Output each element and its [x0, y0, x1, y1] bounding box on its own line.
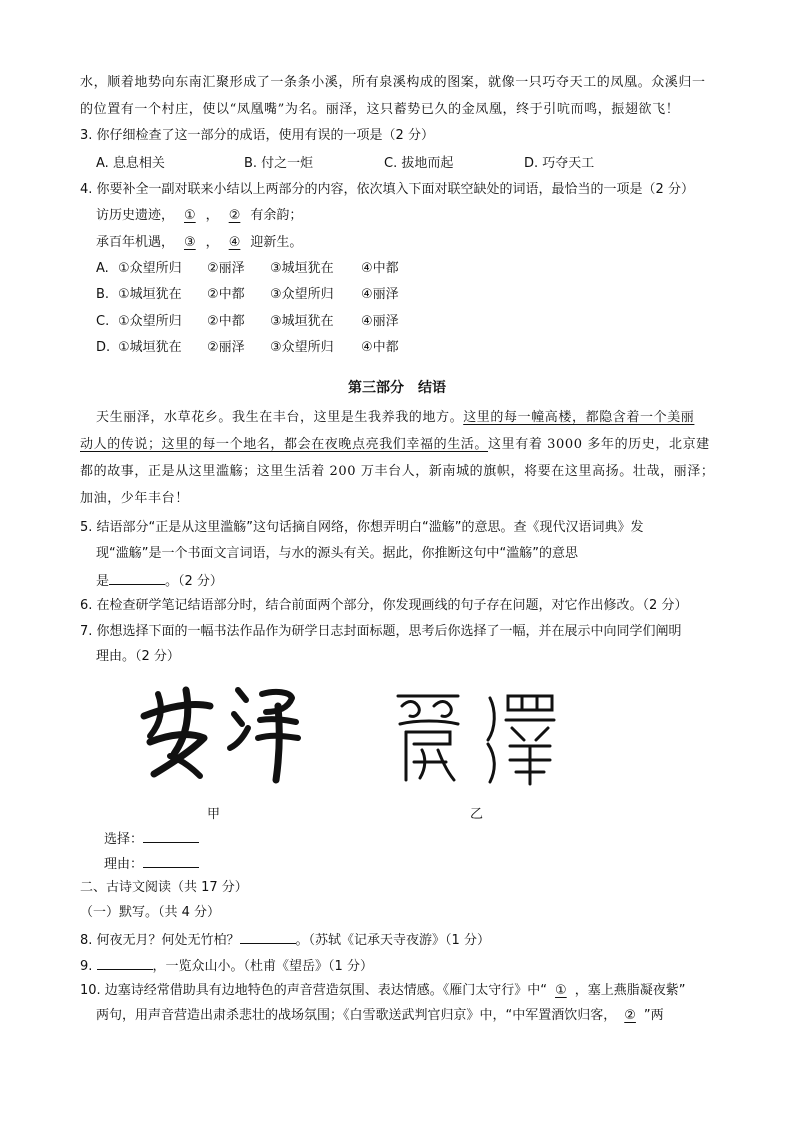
couplet-2-sep: ，	[205, 235, 219, 250]
q5-line-2: 现“滥觞”是一个书面文言词语，与水的源头有关。据此，你推断这句中“滥觞”的意思	[96, 546, 578, 561]
q8-head: 8. 何夜无月？何处无竹柏？	[80, 933, 240, 948]
section2-sub1: （一）默写。（共 4 分）	[80, 905, 221, 920]
q4-option-c-4: ④丽泽	[361, 314, 399, 329]
q4-option-a-1: ①众望所归	[118, 261, 182, 276]
part3-sentence-1: 天生丽泽，水草花乡。我生在丰台，这里是生我养我的地方。	[96, 410, 464, 425]
q5-line-3-tail: 。（2 分）	[165, 574, 223, 589]
q4-option-d-4: ④中都	[361, 340, 399, 355]
calligraphy-yi	[392, 688, 562, 788]
q4-option-b-4: ④丽泽	[361, 287, 399, 302]
calligraphy-jia	[130, 676, 310, 786]
couplet-2-blank-3: ③	[184, 235, 196, 250]
q10-line-1-tail: ，塞上燕脂凝夜紫”	[574, 983, 686, 998]
q4-option-a-letter: A.	[96, 261, 109, 276]
q7-choose-blank[interactable]	[143, 828, 199, 843]
calligraphy-yi-strokes	[392, 688, 562, 788]
couplet-1-tail: 有余韵；	[250, 208, 303, 223]
section2-title: 二、古诗文阅读（共 17 分）	[80, 880, 248, 895]
q4-option-d-2: ②丽泽	[207, 340, 245, 355]
q3-option-b: B. 付之一炬	[244, 156, 314, 171]
couplet-2-tail: 迎新生。	[250, 235, 303, 250]
q8-tail: 。（苏轼《记承天寺夜游》（1 分）	[295, 933, 490, 948]
q5-line-3-head: 是	[96, 574, 110, 589]
part3-para-line-2	[80, 435, 710, 455]
q3-stem: 3. 你仔细检查了这一部分的成语，使用有误的一项是（2 分）	[80, 128, 434, 143]
couplet-1-blank-2: ②	[228, 208, 241, 223]
q9-answer-blank[interactable]	[97, 955, 153, 970]
q9-head: 9.	[80, 959, 97, 974]
q10-line-2-head: 两句，用声音营造出肃杀悲壮的战场氛围；《白雪歌送武判官归京》中，“中军置酒饮归客，	[96, 1008, 617, 1023]
q4-option-c-letter: C.	[96, 314, 110, 329]
couplet-1-head: 访历史遗迹，	[96, 208, 175, 223]
q7-reason-blank[interactable]	[143, 853, 199, 868]
q10-line-1	[80, 981, 685, 1001]
q3-option-c: C. 拔地而起	[384, 156, 454, 171]
intro-line-2: 的位置有一个村庄，使以“凤凰嘴”为名。丽泽，这只蓄势已久的金凤凰，终于引吭而鸣，振翅欲飞！	[80, 102, 680, 117]
q4-option-b-letter: B.	[96, 287, 110, 302]
part3-para-line-3: 都的故事，正是从这里滥觞；这里生活着 200 万丰台人，新南城的旗帜，将要在这里高扬。壮哉，丽泽；	[80, 464, 715, 479]
q8-answer-blank[interactable]	[240, 929, 296, 944]
q3-option-d: D. 巧夺天工	[524, 156, 595, 171]
couplet-2-head: 承百年机遇，	[96, 235, 175, 250]
q4-option-a-3: ③城垣犹在	[270, 261, 334, 276]
q7-choose-label: 选择：	[104, 832, 144, 847]
caption-yi: 乙	[470, 807, 484, 822]
q4-option-c-1: ①众望所归	[118, 314, 182, 329]
q4-option-b-2: ②中都	[207, 287, 245, 302]
q9	[80, 955, 373, 977]
part3-para-line-4: 加油，少年丰台！	[80, 491, 189, 506]
q7-line-2: 理由。（2 分）	[96, 649, 180, 664]
q4-couplet-1	[96, 206, 302, 226]
q4-option-a-2: ②丽泽	[207, 261, 245, 276]
q4-option-d-1: ①城垣犹在	[118, 340, 182, 355]
part3-underlined-1: 这里的每一幢高楼，都隐含着一个美丽	[463, 410, 695, 425]
part3-para-line-1	[96, 408, 694, 428]
q7-choose	[104, 828, 199, 850]
q4-stem: 4. 你要补全一副对联来小结以上两部分的内容，依次填入下面对联空缺处的词语，最恰当的一项是（2 分）	[80, 182, 694, 197]
q4-option-b-3: ③众望所归	[270, 287, 334, 302]
q5-line-3	[96, 570, 223, 592]
q7-reason	[104, 853, 199, 875]
q9-tail: ，一览众山小。（杜甫《望岳》（1 分）	[152, 959, 373, 974]
q3-option-a: A. 息息相关	[96, 156, 165, 171]
calligraphy-jia-strokes	[130, 676, 310, 786]
q10-blank-1: ①	[555, 983, 567, 998]
q10-line-2-tail: ”两	[643, 1008, 664, 1023]
part3-title: 第三部分 结语	[348, 380, 446, 396]
part3-underlined-2: 动人的传说；这里的每一个地名，都会在夜晚点亮我们幸福的生活。	[80, 437, 489, 452]
couplet-1-blank-1: ①	[184, 208, 196, 223]
q4-option-c-3: ③城垣犹在	[270, 314, 334, 329]
caption-jia: 甲	[207, 807, 221, 822]
q10-line-1-head: 10. 边塞诗经常借助具有边地特色的声音营造氛围、表达情感。《雁门太守行》中“	[80, 983, 548, 998]
q5-answer-blank[interactable]	[109, 570, 165, 585]
q10-line-2	[96, 1006, 664, 1026]
q8	[80, 929, 490, 951]
q4-option-d-letter: D.	[96, 340, 111, 355]
intro-line-1: 水，顺着地势向东南汇聚形成了一条条小溪，所有泉溪构成的图案，就像一只巧夺天工的凤凰。众溪归一	[80, 75, 706, 90]
q4-option-c-2: ②中都	[207, 314, 245, 329]
couplet-2-blank-4: ④	[228, 235, 241, 250]
q4-couplet-2	[96, 233, 302, 253]
part3-sentence-2: 这里有着 3000 多年的历史，北京建	[488, 437, 710, 452]
q7-line-1: 7. 你想选择下面的一幅书法作品作为研学日志封面标题，思考后你选择了一幅，并在展示中向同学们阐明	[80, 624, 682, 639]
q4-option-b-1: ①城垣犹在	[118, 287, 182, 302]
couplet-1-sep: ，	[205, 208, 219, 223]
q4-option-a-4: ④中都	[361, 261, 399, 276]
q7-reason-label: 理由：	[104, 857, 144, 872]
q4-option-d-3: ③众望所归	[270, 340, 334, 355]
q10-blank-2: ②	[624, 1008, 636, 1023]
q6-stem: 6. 在检查研学笔记结语部分时，结合前面两个部分，你发现画线的句子存在问题，对它作出修改。（2 分）	[80, 598, 688, 613]
q5-line-1: 5. 结语部分“正是从这里滥觞”这句话摘自网络，你想弄明白“滥觞”的意思。查《现代汉语词典》发	[80, 520, 644, 535]
